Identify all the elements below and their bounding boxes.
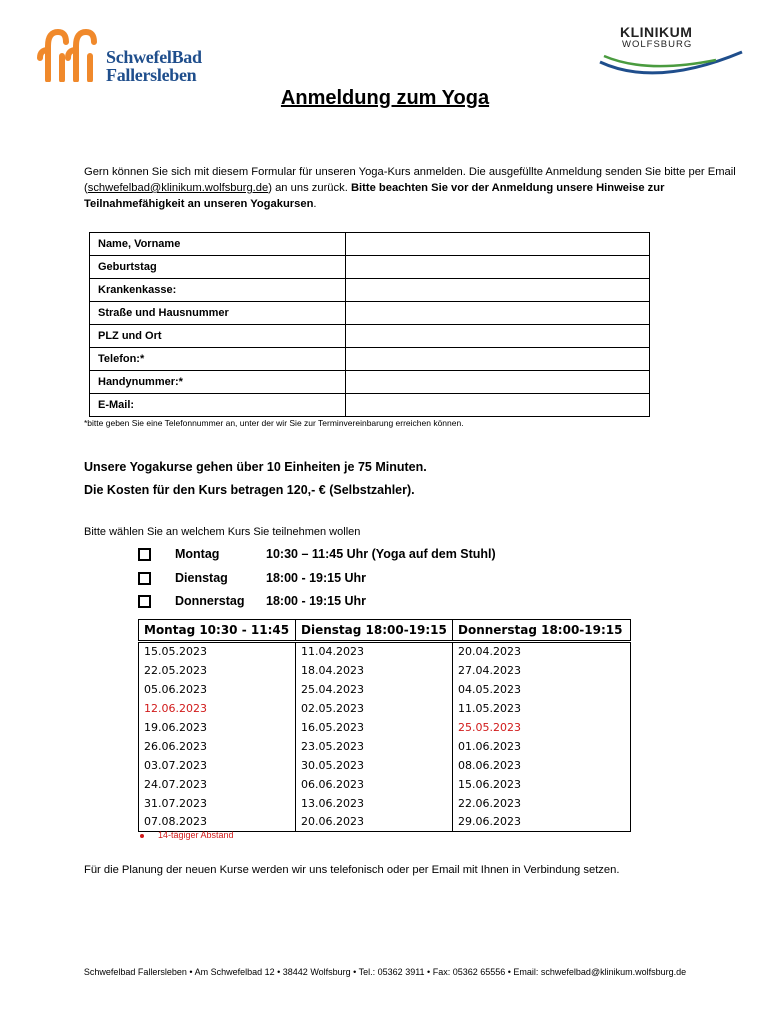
- schwefelbad-logo: [36, 26, 216, 86]
- form-label: Geburtstag: [90, 256, 346, 279]
- form-label: E-Mail:: [90, 394, 346, 417]
- option-time: 18:00 - 19:15 Uhr: [266, 570, 367, 585]
- option-time: 18:00 - 19:15 Uhr: [266, 594, 367, 608]
- course-duration: Unsere Yogakurse gehen über 10 Einheiten je 75 Minuten.: [84, 460, 427, 474]
- form-label: Handynummer:*: [90, 371, 346, 394]
- interval-note: [140, 830, 234, 840]
- date-cell: 08.06.2023: [453, 756, 631, 775]
- table-row: [139, 680, 631, 699]
- logo-text-line2: Fallersleben: [106, 65, 197, 85]
- table-row: [139, 775, 631, 794]
- date-cell: 29.06.2023: [453, 813, 631, 832]
- option-time: 10:30 – 11:45 Uhr (Yoga auf dem Stuhl): [266, 547, 496, 561]
- course-dates-table: [138, 619, 631, 832]
- logo-text-line1: SchwefelBad: [106, 47, 202, 67]
- mobile-field[interactable]: [346, 371, 650, 394]
- street-field[interactable]: [346, 302, 650, 325]
- date-cell: 07.08.2023: [139, 813, 296, 832]
- phone-field[interactable]: [346, 348, 650, 371]
- form-row: [90, 233, 650, 256]
- form-row: [90, 348, 650, 371]
- klinikum-swoosh-icon: [596, 48, 746, 84]
- intro-bold-notice: Bitte beachten Sie vor der Anmeldung unsere Hinweise zur Teilnahmefähigkeit an unseren Yogakursen: [84, 182, 665, 210]
- option-dienstag[interactable]: [138, 569, 558, 593]
- date-cell: 20.04.2023: [453, 642, 631, 661]
- planning-note: Für die Planung der neuen Kurse werden wir uns telefonisch oder per Email mit Ihnen in Verbindung setzen.: [84, 864, 620, 876]
- date-cell: 26.06.2023: [139, 737, 296, 756]
- bullet-dot-icon: [140, 834, 144, 838]
- form-row: [90, 256, 650, 279]
- intro-text-2: ) an uns zurück.: [268, 182, 351, 194]
- name-field[interactable]: [346, 233, 650, 256]
- checkbox-dienstag[interactable]: [138, 572, 151, 585]
- date-cell: 25.04.2023: [296, 680, 453, 699]
- form-label: PLZ und Ort: [90, 325, 346, 348]
- option-day: Montag: [175, 547, 220, 561]
- form-row: [90, 279, 650, 302]
- form-row: [90, 325, 650, 348]
- table-row: [139, 813, 631, 832]
- option-day: Donnerstag: [175, 594, 245, 608]
- zip-city-field[interactable]: [346, 325, 650, 348]
- interval-note-text: 14-tägiger Abstand: [158, 830, 234, 840]
- date-cell: 22.05.2023: [139, 661, 296, 680]
- date-cell: 11.04.2023: [296, 642, 453, 661]
- schwefelbad-logo-mark: [36, 26, 102, 82]
- form-label: Telefon:*: [90, 348, 346, 371]
- date-cell: 27.04.2023: [453, 661, 631, 680]
- choose-course-text: Bitte wählen Sie an welchem Kurs Sie teilnehmen wollen: [84, 526, 361, 538]
- email-field[interactable]: [346, 394, 650, 417]
- date-cell: 31.07.2023: [139, 794, 296, 813]
- form-row: [90, 394, 650, 417]
- table-row: [139, 718, 631, 737]
- form-row: [90, 302, 650, 325]
- table-row: [139, 737, 631, 756]
- table-row: [139, 661, 631, 680]
- phone-note: *bitte geben Sie eine Telefonnummer an, unter der wir Sie zur Terminvereinbarung erreichen können.: [84, 418, 464, 428]
- course-cost: Die Kosten für den Kurs betragen 120,- € (Selbstzahler).: [84, 483, 415, 497]
- date-cell: 20.06.2023: [296, 813, 453, 832]
- date-cell: 22.06.2023: [453, 794, 631, 813]
- dates-header-row: [139, 620, 631, 642]
- table-row: [139, 756, 631, 775]
- date-cell: 18.04.2023: [296, 661, 453, 680]
- klinikum-logo-line2: WOLFSBURG: [622, 39, 693, 50]
- intro-text-1: Gern können Sie sich mit diesem Formular für unseren Yoga-Kurs anmelden. Die ausgefüllte Anmeldung senden Sie bitte per Email (: [84, 166, 736, 194]
- footer-contact: Schwefelbad Fallersleben • Am Schwefelbad 12 • 38442 Wolfsburg • Tel.: 05362 3911 • Fax: 05362 65556 • Email: schwefelbad@klinikum.wolfsburg.de: [83, 967, 687, 977]
- date-cell: 02.05.2023: [296, 699, 453, 718]
- dates-header-donnerstag: Donnerstag 18:00-19:15: [453, 620, 631, 642]
- intro-paragraph: [84, 164, 744, 212]
- date-cell: 25.05.2023: [453, 718, 631, 737]
- klinikum-logo: [596, 22, 746, 84]
- intro-email-link[interactable]: schwefelbad@klinikum.wolfsburg.de: [87, 182, 269, 194]
- dates-header-dienstag: Dienstag 18:00-19:15: [296, 620, 453, 642]
- checkbox-donnerstag[interactable]: [138, 595, 151, 608]
- registration-form-table: [89, 232, 650, 417]
- form-label: Krankenkasse:: [90, 279, 346, 302]
- option-donnerstag[interactable]: [138, 592, 558, 616]
- table-row: [139, 642, 631, 661]
- date-cell: 01.06.2023: [453, 737, 631, 756]
- intro-end: .: [313, 198, 317, 210]
- form-label: Straße und Hausnummer: [90, 302, 346, 325]
- date-cell: 30.05.2023: [296, 756, 453, 775]
- date-cell: 24.07.2023: [139, 775, 296, 794]
- date-cell: 23.05.2023: [296, 737, 453, 756]
- date-cell: 06.06.2023: [296, 775, 453, 794]
- table-row: [139, 699, 631, 718]
- form-label: Name, Vorname: [90, 233, 346, 256]
- klinikum-logo-line1: KLINIKUM: [620, 24, 693, 40]
- date-cell: 11.05.2023: [453, 699, 631, 718]
- date-cell: 03.07.2023: [139, 756, 296, 775]
- checkbox-montag[interactable]: [138, 548, 151, 561]
- table-row: [139, 794, 631, 813]
- date-cell: 15.06.2023: [453, 775, 631, 794]
- date-cell: 19.06.2023: [139, 718, 296, 737]
- date-cell: 16.05.2023: [296, 718, 453, 737]
- form-row: [90, 371, 650, 394]
- date-cell: 04.05.2023: [453, 680, 631, 699]
- birthday-field[interactable]: [346, 256, 650, 279]
- dates-header-montag: Montag 10:30 - 11:45: [139, 620, 296, 642]
- course-info: [84, 456, 427, 502]
- date-cell: 15.05.2023: [139, 642, 296, 661]
- date-cell: 12.06.2023: [139, 699, 296, 718]
- course-options: [138, 545, 558, 616]
- page-title: Anmeldung zum Yoga: [280, 87, 490, 109]
- option-montag[interactable]: [138, 545, 558, 569]
- insurance-field[interactable]: [346, 279, 650, 302]
- date-cell: 05.06.2023: [139, 680, 296, 699]
- option-day: Dienstag: [175, 570, 228, 585]
- date-cell: 13.06.2023: [296, 794, 453, 813]
